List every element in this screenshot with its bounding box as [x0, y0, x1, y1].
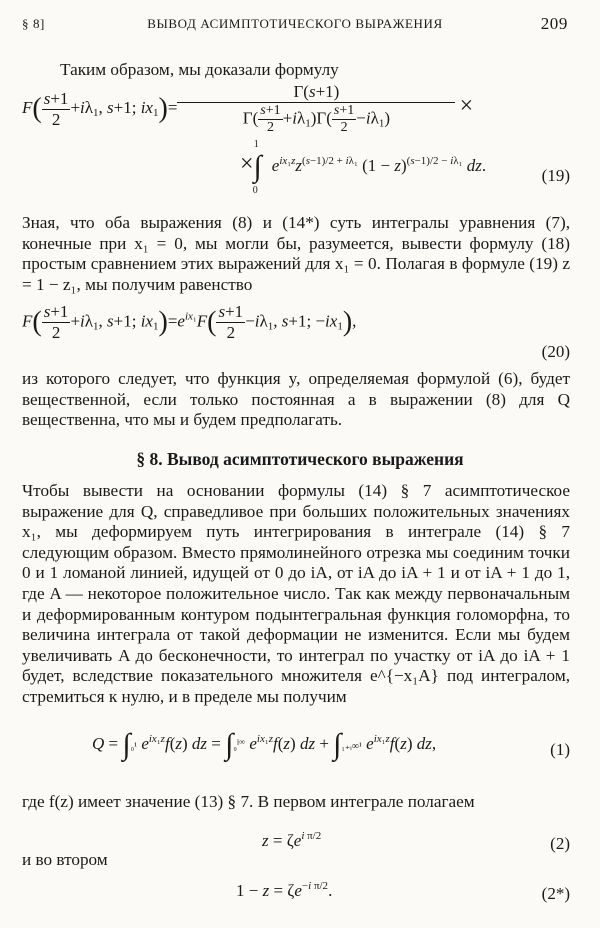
paragraph-5: и во втором	[22, 850, 108, 869]
equation-20: F( $\frac{s+1}{2}$ $+i\lambda_1$, s+1; $ix_1)=e^{ix_1}F$( $\frac{s+1}{2}$ $-i\lambda_1$, s+1; $-ix_1$),	[22, 302, 357, 342]
equation-2-star-number: (2*)	[541, 884, 570, 903]
equation-20-number: (20)	[541, 342, 570, 361]
equation-2: $z = \zeta e^{i \pi/2}$	[262, 830, 322, 850]
equation-1-number: (1)	[550, 740, 570, 759]
equation-19-line1: F( $\frac{s+1}{2}$ $+i\lambda_1$, s+1; $ix_1)=$ Γ(s+1) Γ( $\frac{s+1}{2}$ $+i\lambda_1)\Gamma$( $\frac{s+1}{2}$ $-i\lambda_1$) ×	[22, 82, 474, 135]
equation-2-star: $1 - z = \zeta e^{-i \pi/2}$.	[236, 880, 333, 900]
page-number: 209	[540, 14, 568, 33]
paragraph-4: где f(z) имеет значение (13) § 7. В первом интеграле полагаем	[22, 792, 475, 811]
paragraph-2: из которого следует, что функция y, определяемая формулой (6), будет вещественной, если только постоянная a в выражении (8) для Q вещественна, что мы и будем предполагать.	[22, 369, 570, 430]
running-header	[22, 14, 568, 36]
intro-text: Таким образом, мы доказали формулу	[60, 60, 339, 79]
header-title: ВЫВОД АСИМПТОТИЧЕСКОГО ВЫРАЖЕНИЯ	[147, 16, 443, 31]
section-heading: § 8. Вывод асимптотического выражения	[136, 449, 464, 469]
equation-19-line2: $\times\int^1_0e^{ix_1z}z^{(s-1)/2 + i\lambda_1}$ $(1 - z)^{(s-1)/2 - i\lambda_1}$ dz.	[240, 138, 487, 196]
equation-2-number: (2)	[550, 834, 570, 853]
paragraph-3: Чтобы вывести на основании формулы (14) § 7 асимптотическое выражение для Q, справедливое при больших положительных значениях x₁, мы деформируем путь интегрирования в интеграле (14) § 7 следующим образом. Вместо прямолинейного отрезка мы соединим точки 0 и 1 ломаной линией, идущей от 0 до iA, от iA до iA + 1 и от iA + 1 до 1, где A — некоторое положительное число. Так как между первоначальным и деформированным контуром подынтегральная функция голоморфна, то величина интеграла от такой деформации не изменится. Если мы будем увеличивать A до бесконечности, то интеграл по участку от iA до iA + 1 будет, вследствие показательного множителя e^{−x₁A} под интегралом, стремиться к нулю, и в пределе мы получим	[22, 481, 570, 706]
equation-19-number: (19)	[541, 166, 570, 185]
paragraph-1: Зная, что оба выражения (8) и (14*) суть интегралы уравнения (7), конечные при x₁ = 0, мы могли бы, разумеется, вывести формулу (18) простым сравнением этих выражений для x₁ = 0. Полагая в формуле (19) z = 1 − z₁, мы получим равенство	[22, 213, 570, 294]
header-section: § 8]	[22, 16, 45, 31]
equation-1: Q = ∫₀¹ $e^{ix_1z}f(z)$ dz = ∫₀$^{i\infty}$ $e^{ix_1z}f(z)$ dz + ∫₁₊ᵢ∞¹ $e^{ix_1z}f(z)$ dz,	[92, 728, 437, 761]
